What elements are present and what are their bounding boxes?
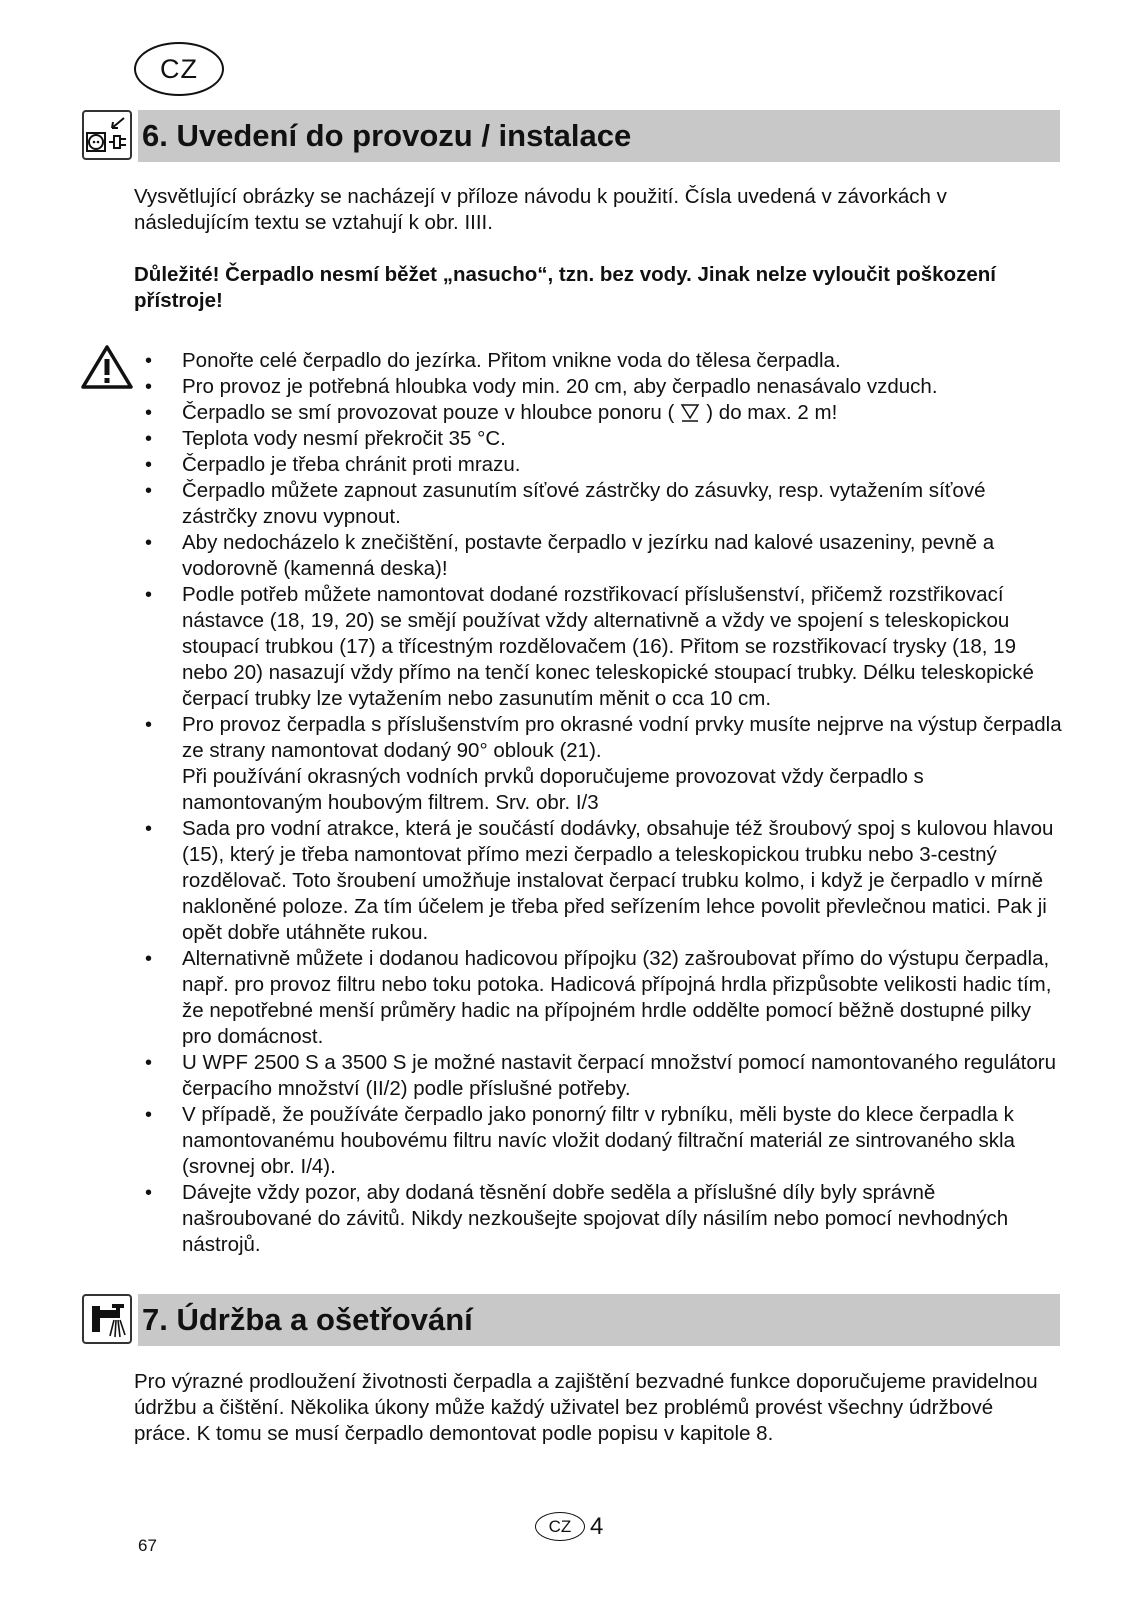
warning-triangle-icon xyxy=(80,344,134,390)
list-item: • Pro provoz je potřebná hloubka vody min. 20 cm, aby čerpadlo nenasávalo vzduch. xyxy=(134,374,1064,400)
list-item: • Aby nedocházelo k znečištění, postavte čerpadlo v jezírku nad kalové usazeniny, pevně a vodorovně (kamenná deska)! xyxy=(134,530,1064,582)
section-7-title: 7. Údržba a ošetřování xyxy=(138,1294,1060,1346)
water-depth-triangle-icon xyxy=(680,402,700,422)
list-item: • U WPF 2500 S a 3500 S je možné nastavit čerpací množství pomocí namontovaného regulátoru čerpacího množství (II/2) podle příslušné potřeby. xyxy=(134,1050,1064,1102)
section-6-title: 6. Uvedení do provozu / instalace xyxy=(138,110,1060,162)
page-number-left: 67 xyxy=(138,1536,157,1555)
list-item: • Podle potřeb můžete namontovat dodané rozstřikovací příslušenství, přičemž rozstřikovací nástavce (18, 19, 20) se smějí používat vždy alternativně a vždy ve spojení s teleskopickou stoupací trubkou (17) a třícestným rozdělovačem (16). Přitom se rozstřikovací trysky (18, 19 nebo 20) nasazují vždy přímo na tenčí konec teleskopické stoupací trubky. Délku teleskopické čerpací trubky lze vytažením nebo zasunutím měnit o cca 10 cm. xyxy=(134,582,1064,712)
language-badge: CZ xyxy=(134,42,224,96)
list-item: • Ponořte celé čerpadlo do jezírka. Přitom vnikne voda do tělesa čerpadla. xyxy=(134,348,1064,374)
list-item: • Alternativně můžete i dodanou hadicovou přípojku (32) zašroubovat přímo do výstupu čerpadla, např. pro provoz filtru nebo toku potoka. Hadicová přípojná hrdla přizpůsobte velikosti hadic tím, že nepotřebné menší průměry hadic na přípojném hrdle oddělte pomocí běžně dostupné pilky pro domácnost. xyxy=(134,946,1064,1050)
list-item: • Dávejte vždy pozor, aby dodaná těsnění dobře seděla a příslušné díly byly správně našroubované do závitů. Nikdy nezkoušejte spojovat díly násilím nebo pomocí nevhodných nástrojů. xyxy=(134,1180,1064,1258)
list-item: • Sada pro vodní atrakce, která je součástí dodávky, obsahuje též šroubový spoj s kulovou hlavou (15), který je třeba namontovat přímo mezi čerpadlo a teleskopickou trubku nebo 3-cestný rozdělovač. Toto šroubení umožňuje instalovat čerpací trubku kolmo, i když je čerpadlo v mírně nakloněné poloze. Za tím účelem je třeba před seřízením lehce povolit převlečnou matici. Pak ji opět dobře utáhněte rukou. xyxy=(134,816,1064,946)
dry-run-warning: Důležité! Čerpadlo nesmí běžet „nasucho“, tzn. bez vody. Jinak nelze vyloučit poškození přístroje! xyxy=(134,263,996,312)
depth-text-before: Čerpadlo se smí provozovat pouze v hloubce ponoru ( xyxy=(182,401,675,424)
section-7-text: Pro výrazné prodloužení životnosti čerpadla a zajištění bezvadné funkce doporučujeme pravidelnou údržbu a čištění. Několika úkony může každý uživatel bez problémů provést všechny údržbové práce. K tomu se musí čerpadlo demontovat podle popisu v kapitole 8. xyxy=(134,1370,1038,1445)
list-item xyxy=(134,712,1064,816)
list-item-subtext: Při používání okrasných vodních prvků doporučujeme provozovat vždy čerpadlo s namontovaným houbovým filtrem. Srv. obr. I/3 xyxy=(182,765,924,814)
list-item: • Čerpadlo je třeba chránit proti mrazu. xyxy=(134,452,1064,478)
footer-page-marker xyxy=(535,1512,603,1541)
list-item xyxy=(134,400,1064,426)
page-number: 4 xyxy=(590,1512,604,1540)
depth-text-after: ) do max. 2 m! xyxy=(706,401,838,424)
list-item: • V případě, že používáte čerpadlo jako ponorný filtr v rybníku, měli byste do klece čerpadla k namontovanému houbovému filtru navíc vložit dodaný filtrační materiál ze sintrovaného skla (srovnej obr. I/4). xyxy=(134,1102,1064,1180)
list-item-text: • Pro provoz čerpadla s příslušenstvím pro okrasné vodní prvky musíte nejprve na výstup čerpadla ze strany namontovat dodaný 90° oblouk (21). xyxy=(182,713,1062,762)
section-7-heading xyxy=(82,1294,1060,1346)
section-6-intro: Vysvětlující obrázky se nacházejí v příloze návodu k použití. Čísla uvedená v závorkách v následujícím textu se vztahují k obr. IIII. xyxy=(134,185,947,234)
faucet-icon xyxy=(82,1294,132,1344)
list-item: • Teplota vody nesmí překročit 35 °C. xyxy=(134,426,1064,452)
installation-list xyxy=(134,348,1064,1258)
footer-language-badge: CZ xyxy=(535,1512,585,1541)
section-6-heading xyxy=(82,110,1060,162)
list-item: • Čerpadlo můžete zapnout zasunutím síťové zástrčky do zásuvky, resp. vytažením síťové zástrčky znovu vypnout. xyxy=(134,478,1064,530)
plug-socket-icon xyxy=(82,110,132,160)
